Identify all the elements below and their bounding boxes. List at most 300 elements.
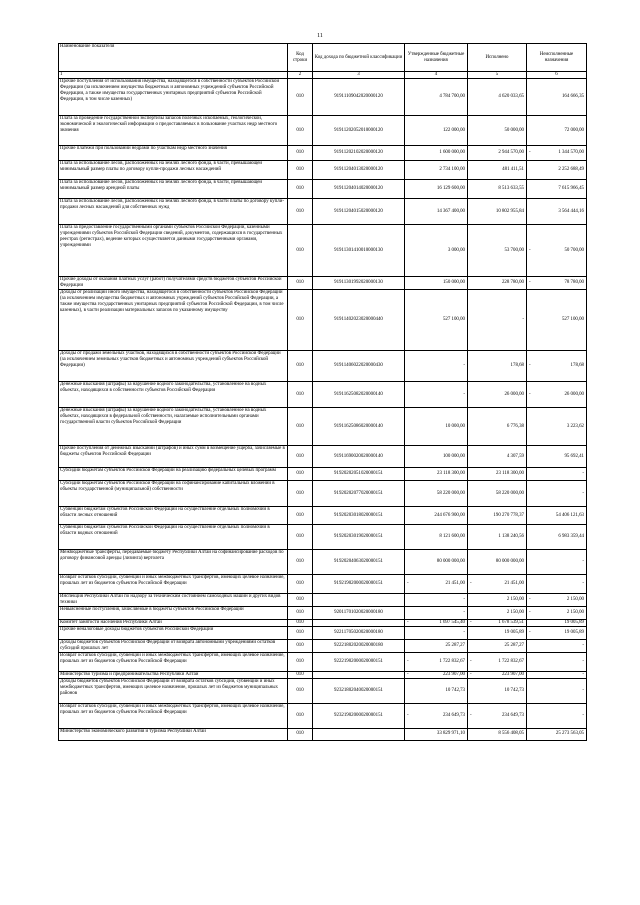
- indicator-name-cell: [59, 116, 288, 146]
- budget-code-cell-value: 91911204015020000120: [334, 208, 383, 214]
- line-code-cell: [288, 408, 313, 446]
- approved-cell: [405, 728, 468, 740]
- line-code-cell: [288, 382, 313, 408]
- unexecuted-cell-value: 527 100,00: [561, 317, 584, 323]
- approved-cell: [405, 116, 468, 146]
- approved-cell: [405, 199, 468, 225]
- table-row: [59, 652, 587, 671]
- approved-cell: [405, 225, 468, 277]
- budget-code-cell: [313, 382, 405, 408]
- indicator-name-cell: [59, 408, 288, 446]
- executed-cell-value: 53 700,00: [504, 247, 524, 253]
- indicator-name-cell-value: Субсидии бюджетам субъектов Российской Федерации на софинансирование капитальных вложений в объекты государственной (муниципальной) собственности: [60, 481, 275, 492]
- table-row: [59, 277, 587, 290]
- budget-code-cell-value: 91921902000020000151: [334, 581, 383, 587]
- negative-sign: -: [529, 596, 531, 602]
- approved-cell-value: -: [463, 629, 465, 635]
- approved-cell-value: 234 649,73: [442, 712, 465, 718]
- unexecuted-cell: [527, 116, 587, 146]
- executed-cell: [468, 382, 527, 408]
- approved-cell-value: 33 829 971,10: [436, 731, 465, 737]
- indicator-name-cell-value: Министерство экономического развития и туризма Республики Алтай: [60, 728, 206, 734]
- line-code-cell: [288, 575, 313, 594]
- executed-cell-value: 1 138 240,56: [498, 534, 524, 540]
- unexecuted-cell-value: -: [582, 642, 584, 648]
- unexecuted-cell-value: 19 005,89: [564, 619, 584, 625]
- indicator-name-cell-value: Доходы от реализации иного имущества, находящегося в собственности субъектов Российской Федерации (за исключением имущества бюджетных и автономных учреждений субъектов Российской Федерации, а также имущества государственных унитарных предприятий субъектов Российской Федерации, в том числе казенных), в части реализации материальных запасов по указанному имуществу: [60, 290, 284, 313]
- budget-code-cell-value: 91920202077020000151: [334, 490, 383, 496]
- budget-code-cell-value: 91911402023020000440: [334, 317, 383, 323]
- indicator-name-cell-value: Плата за предоставление государственными органами субъектов Российской Федерации, казенными учреждениями субъектов Российской Федерации сведений, документов, содержащихся в государственных реестрах (регистрах), ведение которых осуществляется данными государственными органами, учреждениями: [60, 225, 283, 248]
- line-code-cell-value: 010: [296, 363, 304, 369]
- unexecuted-cell: [527, 481, 587, 507]
- line-code-cell-value: 010: [296, 731, 304, 737]
- budget-code-cell-value: 91911301992020000130: [334, 280, 383, 286]
- indicator-name-cell-value: Комитет занятости населения Республики Алтай: [60, 619, 162, 625]
- table-row: [59, 161, 587, 180]
- indicator-name-cell: [59, 525, 288, 550]
- budget-code-cell: [313, 619, 405, 626]
- line-code-cell: [288, 180, 313, 199]
- indicator-name-cell: [59, 446, 288, 468]
- approved-cell-value: 4 784 700,00: [439, 94, 465, 100]
- unexecuted-cell-value: -: [582, 687, 584, 693]
- budget-code-cell: [313, 703, 405, 728]
- unexecuted-cell: [527, 180, 587, 199]
- unexecuted-cell-value: 1 344 570,00: [558, 150, 584, 156]
- budget-code-cell: [313, 550, 405, 575]
- line-code-cell: [288, 728, 313, 740]
- indicator-name-cell-value: Прочие поступления от использования имущества, находящегося в собственности субъектов Российской Федерации (за исключением имущества бюджетных и автономных учреждений субъектов Российской Федерации, а также имущества государственных унитарных предприятий субъектов Российской Федерации, в том числе казенных): [60, 79, 280, 102]
- line-code-cell: [288, 199, 313, 225]
- line-code-cell: [288, 626, 313, 639]
- executed-cell: [468, 161, 527, 180]
- indicator-name-cell: [59, 575, 288, 594]
- negative-sign: -: [407, 712, 409, 718]
- negative-sign: -: [407, 671, 409, 677]
- indicator-name-cell-value: Невыясненные поступления, зачисляемые в бюджеты субъектов Российской Федерации: [60, 606, 244, 612]
- executed-cell-value: 228 780,00: [501, 280, 524, 286]
- budget-code-cell-value: 91920203019020000151: [334, 534, 383, 540]
- indicator-name-cell-value: Плата за использование лесов, расположенных на землях лесного фонда, в части платы по договору купли-продажи лесных насаждений для собственных нужд: [60, 199, 284, 210]
- budget-code-cell: [313, 678, 405, 703]
- budget-code-cell: [313, 180, 405, 199]
- approved-cell: [405, 277, 468, 290]
- table-row: [59, 703, 587, 728]
- unexecuted-cell: [527, 594, 587, 607]
- table-row: [59, 678, 587, 703]
- executed-cell-value: 25 287,27: [504, 642, 524, 648]
- line-code-cell-value: 010: [296, 471, 304, 477]
- approved-cell: [405, 79, 468, 116]
- indicator-name-cell: [59, 351, 288, 382]
- line-code-cell-value: 010: [296, 687, 304, 693]
- header-approved: Утвержденные бюджетные назначения: [405, 44, 468, 72]
- approved-cell: [405, 290, 468, 351]
- approved-cell-value: 122 000,00: [442, 127, 465, 133]
- header-budget-classification-code: Код дохода по бюджетной классификации: [313, 44, 405, 72]
- approved-cell: [405, 382, 468, 408]
- approved-cell-value: 8 121 600,00: [439, 534, 465, 540]
- unexecuted-cell: [527, 446, 587, 468]
- header-executed: Исполнено: [468, 44, 527, 72]
- unexecuted-cell-value: -: [582, 712, 584, 718]
- executed-cell-value: 8 556 408,05: [498, 731, 524, 737]
- approved-cell: [405, 671, 468, 678]
- indicator-name-cell-value: Субвенции бюджетам субъектов Российской Федерации на осуществление отдельных полномочий в области водных отношений: [60, 525, 270, 536]
- column-number: 4: [405, 72, 468, 79]
- indicator-name-cell: [59, 619, 288, 626]
- line-code-cell: [288, 619, 313, 626]
- table-row: [59, 79, 587, 116]
- line-code-cell: [288, 225, 313, 277]
- unexecuted-cell-value: 50 700,00: [564, 247, 584, 253]
- approved-cell-value: 1 600 000,00: [439, 150, 465, 156]
- budget-code-cell-value: 91911202052010000120: [334, 127, 383, 133]
- line-code-cell-value: 010: [296, 596, 304, 602]
- approved-cell: [405, 550, 468, 575]
- budget-code-cell: [313, 161, 405, 180]
- negative-sign: -: [529, 363, 531, 369]
- column-number: 6: [527, 72, 587, 79]
- indicator-name-cell: [59, 703, 288, 728]
- budget-code-cell: [313, 652, 405, 671]
- line-code-cell-value: 010: [296, 619, 304, 625]
- indicator-name-cell-value: Возврат остатков субсидий, субвенций и иных межбюджетных трансфертов, имеющих целевое назначение, прошлых лет из бюджетов субъектов Российской Федерации: [60, 652, 285, 664]
- table-row: [59, 408, 587, 446]
- line-code-cell: [288, 277, 313, 290]
- line-code-cell: [288, 161, 313, 180]
- line-code-cell: [288, 351, 313, 382]
- line-code-cell-value: 010: [296, 671, 304, 677]
- line-code-cell: [288, 639, 313, 652]
- table-row: [59, 619, 587, 626]
- budget-code-cell: [313, 277, 405, 290]
- approved-cell-value: 223 907,00: [442, 671, 465, 677]
- approved-cell-value: 150 000,00: [442, 280, 465, 286]
- table-row: [59, 525, 587, 550]
- line-code-cell: [288, 594, 313, 607]
- indicator-name-cell-value: Прочие доходы от оказания платных услуг (работ) получателями средств бюджетов субъектов Российской Федерации: [60, 277, 282, 288]
- approved-cell-value: 1 697 545,40: [439, 619, 465, 625]
- unexecuted-cell-value: 6 983 359,44: [558, 534, 584, 540]
- unexecuted-cell: [527, 79, 587, 116]
- budget-code-cell: [313, 290, 405, 351]
- line-code-cell: [288, 468, 313, 481]
- indicator-name-cell-value: Возврат остатков субсидий, субвенций и иных межбюджетных трансфертов, имеющих целевое назначение, прошлых лет из бюджетов субъектов Российской Федерации: [60, 575, 285, 586]
- indicator-name-cell: [59, 146, 288, 161]
- table-row: [59, 481, 587, 507]
- approved-cell: [405, 481, 468, 507]
- unexecuted-cell-value: -: [582, 490, 584, 496]
- executed-cell: [468, 652, 527, 671]
- unexecuted-cell-value: -: [582, 671, 584, 677]
- unexecuted-cell-value: 54 406 121,63: [555, 512, 584, 518]
- indicator-name-cell: [59, 481, 288, 507]
- unexecuted-cell: [527, 575, 587, 594]
- line-code-cell-value: 010: [296, 534, 304, 540]
- executed-cell-value: 178,68: [510, 363, 524, 369]
- line-code-cell: [288, 525, 313, 550]
- executed-cell-value: 481 411,51: [502, 167, 524, 173]
- unexecuted-cell: [527, 678, 587, 703]
- unexecuted-cell-value: 164 666,35: [561, 94, 584, 100]
- unexecuted-cell-value: 2 150,00: [566, 596, 584, 602]
- negative-sign: -: [529, 391, 531, 397]
- executed-cell: [468, 594, 527, 607]
- line-code-cell-value: 010: [296, 167, 304, 173]
- table-row: [59, 180, 587, 199]
- approved-cell: [405, 446, 468, 468]
- line-code-cell-value: 010: [296, 150, 304, 156]
- executed-cell-value: 234 649,73: [501, 712, 524, 718]
- approved-cell: [405, 639, 468, 652]
- header-line-code: Код строки: [288, 44, 313, 72]
- indicator-name-cell: [59, 626, 288, 639]
- line-code-cell-value: 010: [296, 317, 304, 323]
- table-row: [59, 382, 587, 408]
- budget-code-cell-value: 92211705020020000180: [334, 629, 383, 635]
- unexecuted-cell: [527, 146, 587, 161]
- line-code-cell: [288, 146, 313, 161]
- executed-cell-value: 21 451,00: [504, 581, 524, 587]
- approved-cell-value: 100 000,00: [442, 453, 465, 459]
- unexecuted-cell: [527, 525, 587, 550]
- executed-cell: [468, 468, 527, 481]
- line-code-cell-value: 010: [296, 94, 304, 100]
- approved-cell-value: 23 118 300,00: [437, 471, 465, 477]
- approved-cell-value: 1 722 832,67: [439, 658, 465, 664]
- approved-cell: [405, 619, 468, 626]
- budget-code-cell-value: 92321902000020000151: [334, 712, 383, 718]
- line-code-cell-value: 010: [296, 186, 304, 192]
- indicator-name-cell: [59, 606, 288, 619]
- budget-code-cell: [313, 468, 405, 481]
- column-number-row: [59, 72, 587, 79]
- budget-code-cell: [313, 146, 405, 161]
- unexecuted-cell: [527, 507, 587, 525]
- table-row: [59, 468, 587, 481]
- executed-cell: [468, 481, 527, 507]
- approved-cell-value: 10 742,73: [445, 687, 465, 693]
- unexecuted-cell-value: 3 223,62: [566, 423, 584, 429]
- budget-code-cell-value: 91911202102020000120: [334, 150, 383, 156]
- executed-cell-value: 58 220 000,00: [495, 490, 524, 496]
- approved-cell: [405, 351, 468, 382]
- executed-cell-value: 19 005,89: [504, 629, 524, 635]
- unexecuted-cell: [527, 408, 587, 446]
- indicator-name-cell-value: Денежные взыскания (штрафы) за нарушение водного законодательства, установленное на водных объектах, находящихся в собственности субъектов Российской Федерации: [60, 382, 267, 393]
- negative-sign: -: [470, 671, 472, 677]
- approved-cell: [405, 594, 468, 607]
- negative-sign: -: [470, 712, 472, 718]
- indicator-name-cell: [59, 652, 288, 671]
- budget-code-cell: [313, 626, 405, 639]
- line-code-cell-value: 010: [296, 391, 304, 397]
- executed-cell: [468, 728, 527, 740]
- indicator-name-cell: [59, 382, 288, 408]
- unexecuted-cell: [527, 652, 587, 671]
- unexecuted-cell: [527, 728, 587, 740]
- approved-cell-value: -: [463, 363, 465, 369]
- unexecuted-cell: [527, 703, 587, 728]
- approved-cell: [405, 575, 468, 594]
- unexecuted-cell-value: 7 615 966,45: [558, 186, 584, 192]
- line-code-cell-value: 010: [296, 490, 304, 496]
- line-code-cell: [288, 703, 313, 728]
- unexecuted-cell: [527, 671, 587, 678]
- executed-cell: [468, 116, 527, 146]
- budget-code-cell-value: 92221902000020000151: [334, 658, 383, 664]
- negative-sign: -: [470, 581, 472, 587]
- budget-code-cell-value: 91911109042020000120: [334, 94, 383, 100]
- indicator-name-cell-value: Возврат остатков субсидий, субвенций и иных межбюджетных трансфертов, имеющих целевое назначение, прошлых лет из бюджетов субъектов Российской Федерации: [60, 703, 285, 715]
- executed-cell: [468, 626, 527, 639]
- negative-sign: -: [529, 280, 531, 286]
- indicator-name-cell-value: Прочие поступления от денежных взысканий (штрафов) и иных сумм в возмещение ущерба, зачисляемые в бюджеты субъектов Российской Федерации: [60, 446, 285, 457]
- unexecuted-cell-value: 2 150,00: [566, 609, 584, 615]
- approved-cell-value: -: [463, 596, 465, 602]
- approved-cell-value: 21 451,00: [445, 581, 465, 587]
- executed-cell-value: 4 307,59: [506, 453, 524, 459]
- unexecuted-cell-value: 2 252 688,49: [558, 167, 584, 173]
- executed-cell: [468, 507, 527, 525]
- line-code-cell: [288, 550, 313, 575]
- table-row: [59, 575, 587, 594]
- budget-code-cell: [313, 594, 405, 607]
- line-code-cell-value: 010: [296, 208, 304, 214]
- unexecuted-cell: [527, 225, 587, 277]
- indicator-name-cell-value: Денежные взыскания (штрафы) за нарушение водного законодательства, установленное на водных объектах, находящихся в федеральной собственности, налагаемые исполнительными органами государственной власти субъектов Российской Федерации: [60, 408, 267, 425]
- column-number: 2: [288, 72, 313, 79]
- executed-cell-value: 190 270 778,37: [493, 512, 524, 518]
- unexecuted-cell-value: 78 780,00: [564, 280, 584, 286]
- unexecuted-cell-value: 178,68: [570, 363, 584, 369]
- indicator-name-cell-value: Плата за использование лесов, расположенных на землях лесного фонда, в части, превышающей минимальный размер арендной платы: [60, 180, 263, 191]
- unexecuted-cell: [527, 382, 587, 408]
- indicator-name-cell-value: Субвенции бюджетам субъектов Российской Федерации на осуществление отдельных полномочий в области лесных отношений: [60, 507, 270, 518]
- unexecuted-cell-value: 95 692,41: [564, 453, 584, 459]
- line-code-cell-value: 010: [296, 423, 304, 429]
- line-code-cell-value: 010: [296, 658, 304, 664]
- budget-code-cell: [313, 671, 405, 678]
- executed-cell-value: 4 620 033,65: [498, 94, 524, 100]
- executed-cell: [468, 446, 527, 468]
- negative-sign: -: [529, 609, 531, 615]
- executed-cell: [468, 639, 527, 652]
- line-code-cell: [288, 678, 313, 703]
- executed-cell-value: 1 678 539,51: [498, 619, 524, 625]
- approved-cell-value: 25 287,27: [445, 642, 465, 648]
- executed-cell-value: 50 000,00: [504, 127, 524, 133]
- executed-cell: [468, 703, 527, 728]
- table-row: [59, 225, 587, 277]
- executed-cell: [468, 550, 527, 575]
- approved-cell-value: 58 220 000,00: [436, 490, 465, 496]
- line-code-cell: [288, 671, 313, 678]
- line-code-cell-value: 010: [296, 512, 304, 518]
- table-row: [59, 594, 587, 607]
- line-code-cell-value: 010: [296, 127, 304, 133]
- table-row: [59, 199, 587, 225]
- approved-cell-value: 16 129 600,00: [436, 186, 465, 192]
- executed-cell: [468, 146, 527, 161]
- line-code-cell-value: 010: [296, 712, 304, 718]
- approved-cell: [405, 408, 468, 446]
- negative-sign: -: [470, 658, 472, 664]
- header-indicator-name: Наименование показателя: [59, 44, 288, 72]
- indicator-name-cell: [59, 639, 288, 652]
- negative-sign: -: [470, 619, 472, 625]
- budget-code-cell-value: 91920204063020000151: [334, 559, 383, 565]
- approved-cell-value: 244 676 900,00: [434, 512, 465, 518]
- executed-cell: [468, 277, 527, 290]
- approved-cell-value: 10 000,00: [445, 423, 465, 429]
- budget-code-cell: [313, 525, 405, 550]
- budget-execution-table: [58, 43, 587, 741]
- executed-cell-value: 1 722 832,67: [498, 658, 524, 664]
- unexecuted-cell-value: -: [582, 581, 584, 587]
- negative-sign: -: [529, 629, 531, 635]
- executed-cell: [468, 678, 527, 703]
- indicator-name-cell: [59, 678, 288, 703]
- unexecuted-cell: [527, 351, 587, 382]
- executed-cell-value: 2 944 570,00: [498, 150, 524, 156]
- unexecuted-cell: [527, 468, 587, 481]
- approved-cell: [405, 525, 468, 550]
- indicator-name-cell-value: Инспекция Республики Алтай по надзору за техническим состоянием самоходных машин и других видов техники: [60, 594, 281, 605]
- indicator-name-cell-value: Плата за использование лесов, расположенных на землях лесного фонда, в части, превышающей минимальный размер платы по договору купли-продажи лесных насаждений: [60, 161, 263, 172]
- budget-code-cell-value: 91920202051020000151: [334, 471, 383, 477]
- unexecuted-cell: [527, 199, 587, 225]
- approved-cell-value: 3 000,00: [447, 247, 465, 253]
- header-unexecuted: Неисполненные назначения: [527, 44, 587, 72]
- table-row: [59, 626, 587, 639]
- indicator-name-cell: [59, 161, 288, 180]
- negative-sign: -: [407, 619, 409, 625]
- page-number: 11: [317, 33, 323, 39]
- budget-code-cell: [313, 606, 405, 619]
- executed-cell-value: 10 802 955,84: [495, 208, 524, 214]
- indicator-name-cell: [59, 468, 288, 481]
- budget-code-cell: [313, 225, 405, 277]
- executed-cell: [468, 180, 527, 199]
- executed-cell: [468, 575, 527, 594]
- indicator-name-cell: [59, 277, 288, 290]
- executed-cell-value: 6 776,38: [506, 423, 524, 429]
- executed-cell-value: 8 513 633,55: [498, 186, 524, 192]
- line-code-cell: [288, 652, 313, 671]
- executed-cell: [468, 606, 527, 619]
- budget-code-cell-value: 91911625082020000140: [334, 391, 383, 397]
- executed-cell: [468, 671, 527, 678]
- table-row: [59, 116, 587, 146]
- budget-code-cell: [313, 639, 405, 652]
- column-number: 1: [59, 72, 288, 79]
- budget-code-cell: [313, 446, 405, 468]
- approved-cell-value: -: [463, 609, 465, 615]
- approved-cell: [405, 161, 468, 180]
- indicator-name-cell: [59, 594, 288, 607]
- approved-cell: [405, 468, 468, 481]
- approved-cell: [405, 180, 468, 199]
- budget-code-cell-value: 91911406022020000430: [334, 363, 383, 369]
- line-code-cell: [288, 507, 313, 525]
- approved-cell: [405, 146, 468, 161]
- executed-cell-value: 2 150,00: [506, 609, 524, 615]
- executed-cell-value: 223 907,00: [501, 671, 524, 677]
- budget-code-cell: [313, 79, 405, 116]
